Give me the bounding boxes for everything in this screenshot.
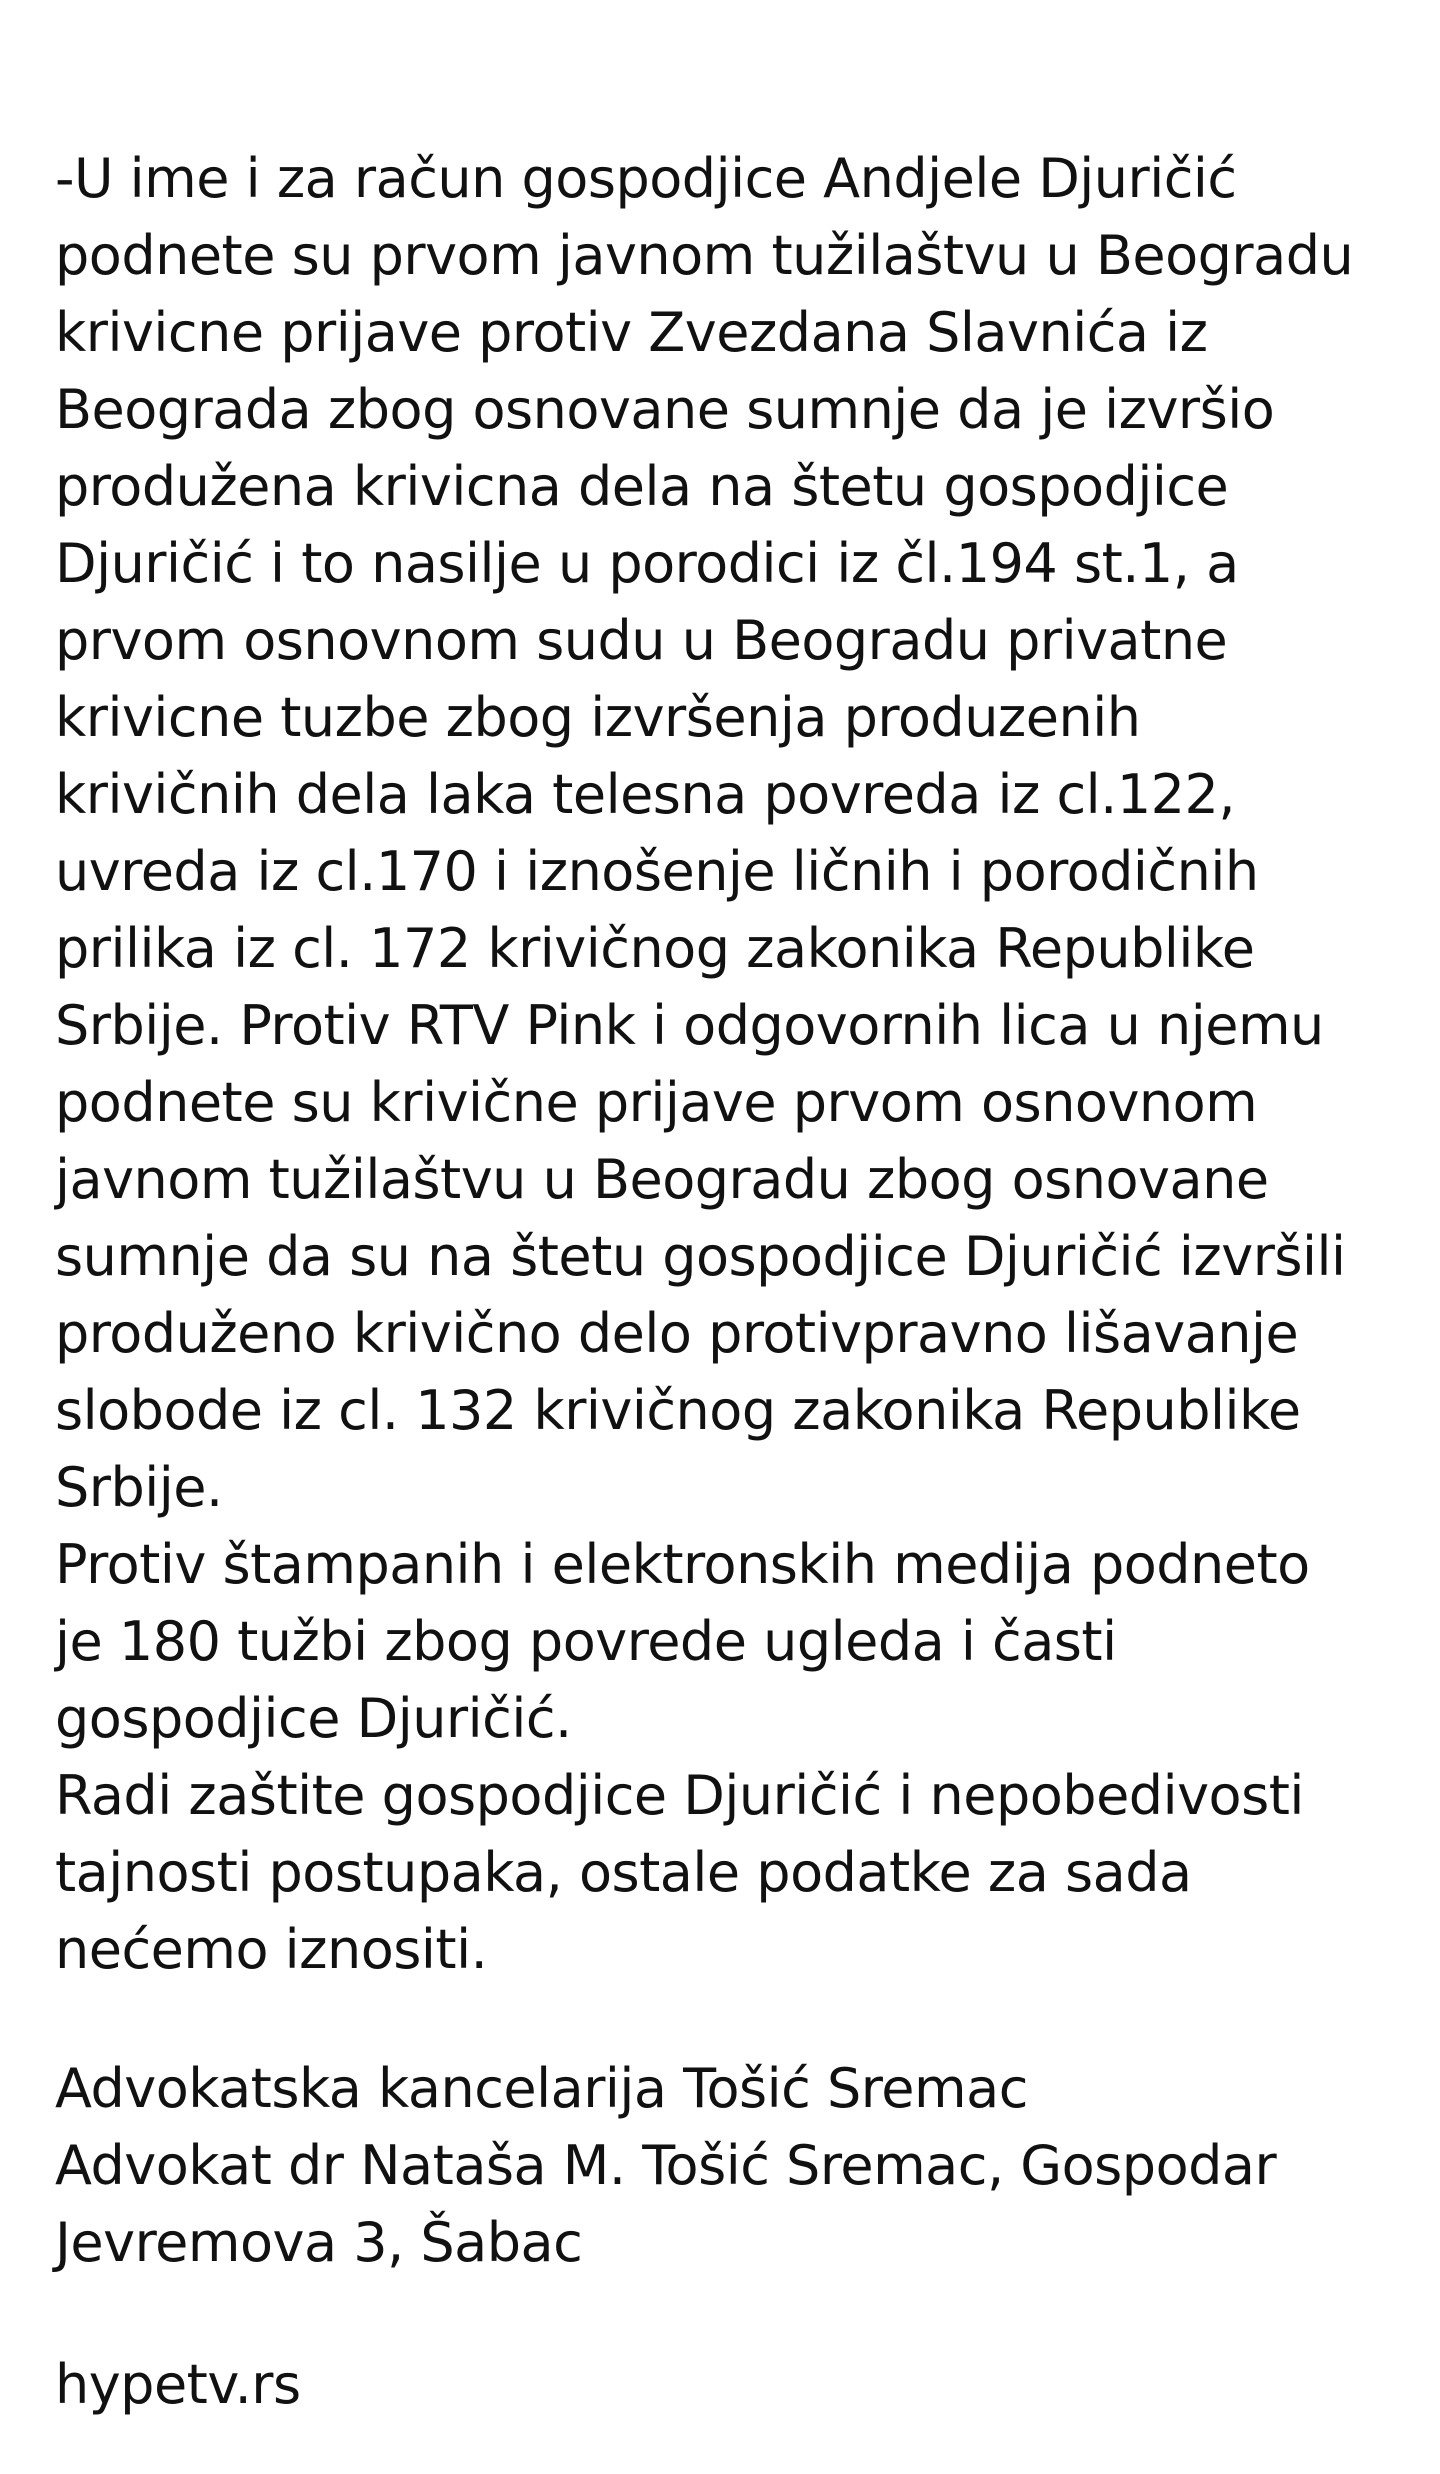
statement-line: prvom osnovnom sudu u Beogradu privatne (55, 609, 1228, 672)
statement-line: Djuričić i to nasilje u porodici iz čl.194 st.1, a (55, 532, 1239, 595)
statement-line: nećemo iznositi. (55, 1918, 488, 1981)
statement-line: sumnje da su na štetu gospodjice Djuričić izvršili (55, 1225, 1346, 1288)
statement-line: krivicne prijave protiv Zvezdana Slavnića iz (55, 301, 1208, 364)
signature-line: Jevremova 3, Šabac (55, 2211, 583, 2274)
statement-line: gospodjice Djuričić. (55, 1687, 572, 1750)
statement-line: Srbije. (55, 1456, 223, 1519)
statement-line: podnete su prvom javnom tužilaštvu u Beogradu (55, 224, 1354, 287)
statement-line: Srbije. Protiv RTV Pink i odgovornih lica u njemu (55, 994, 1324, 1057)
statement-line: krivicne tuzbe zbog izvršenja produzenih (55, 686, 1141, 749)
statement-line: produžena krivicna dela na štetu gospodjice (55, 455, 1229, 518)
statement-line: krivičnih dela laka telesna povreda iz cl.122, (55, 763, 1236, 826)
signature-block (55, 2050, 1425, 2281)
statement-line: Radi zaštite gospodjice Djuričić i nepobedivosti (55, 1764, 1304, 1827)
statement-line: Protiv štampanih i elektronskih medija podneto (55, 1533, 1310, 1596)
statement-line: podnete su krivične prijave prvom osnovnom (55, 1071, 1258, 1134)
statement-line: produženo krivično delo protivpravno lišavanje (55, 1302, 1299, 1365)
source-credit (55, 2346, 1425, 2423)
statement-line: javnom tužilaštvu u Beogradu zbog osnovane (55, 1148, 1269, 1211)
statement-line: je 180 tužbi zbog povrede ugleda i časti (55, 1610, 1117, 1673)
statement-line: slobode iz cl. 132 krivičnog zakonika Republike (55, 1379, 1301, 1442)
statement-line: uvreda iz cl.170 i iznošenje ličnih i porodičnih (55, 840, 1259, 903)
statement-line: -U ime i za račun gospodjice Andjele Djuričić (55, 147, 1237, 210)
source-text: hypetv.rs (55, 2353, 301, 2416)
statement-line: tajnosti postupaka, ostale podatke za sada (55, 1841, 1192, 1904)
statement-paragraph (55, 140, 1425, 1988)
signature-line: Advokatska kancelarija Tošić Sremac (55, 2057, 1028, 2120)
signature-line: Advokat dr Nataša M. Tošić Sremac, Gospodar (55, 2134, 1277, 2197)
statement-line: Beograda zbog osnovane sumnje da je izvršio (55, 378, 1275, 441)
statement-line: prilika iz cl. 172 krivičnog zakonika Republike (55, 917, 1255, 980)
